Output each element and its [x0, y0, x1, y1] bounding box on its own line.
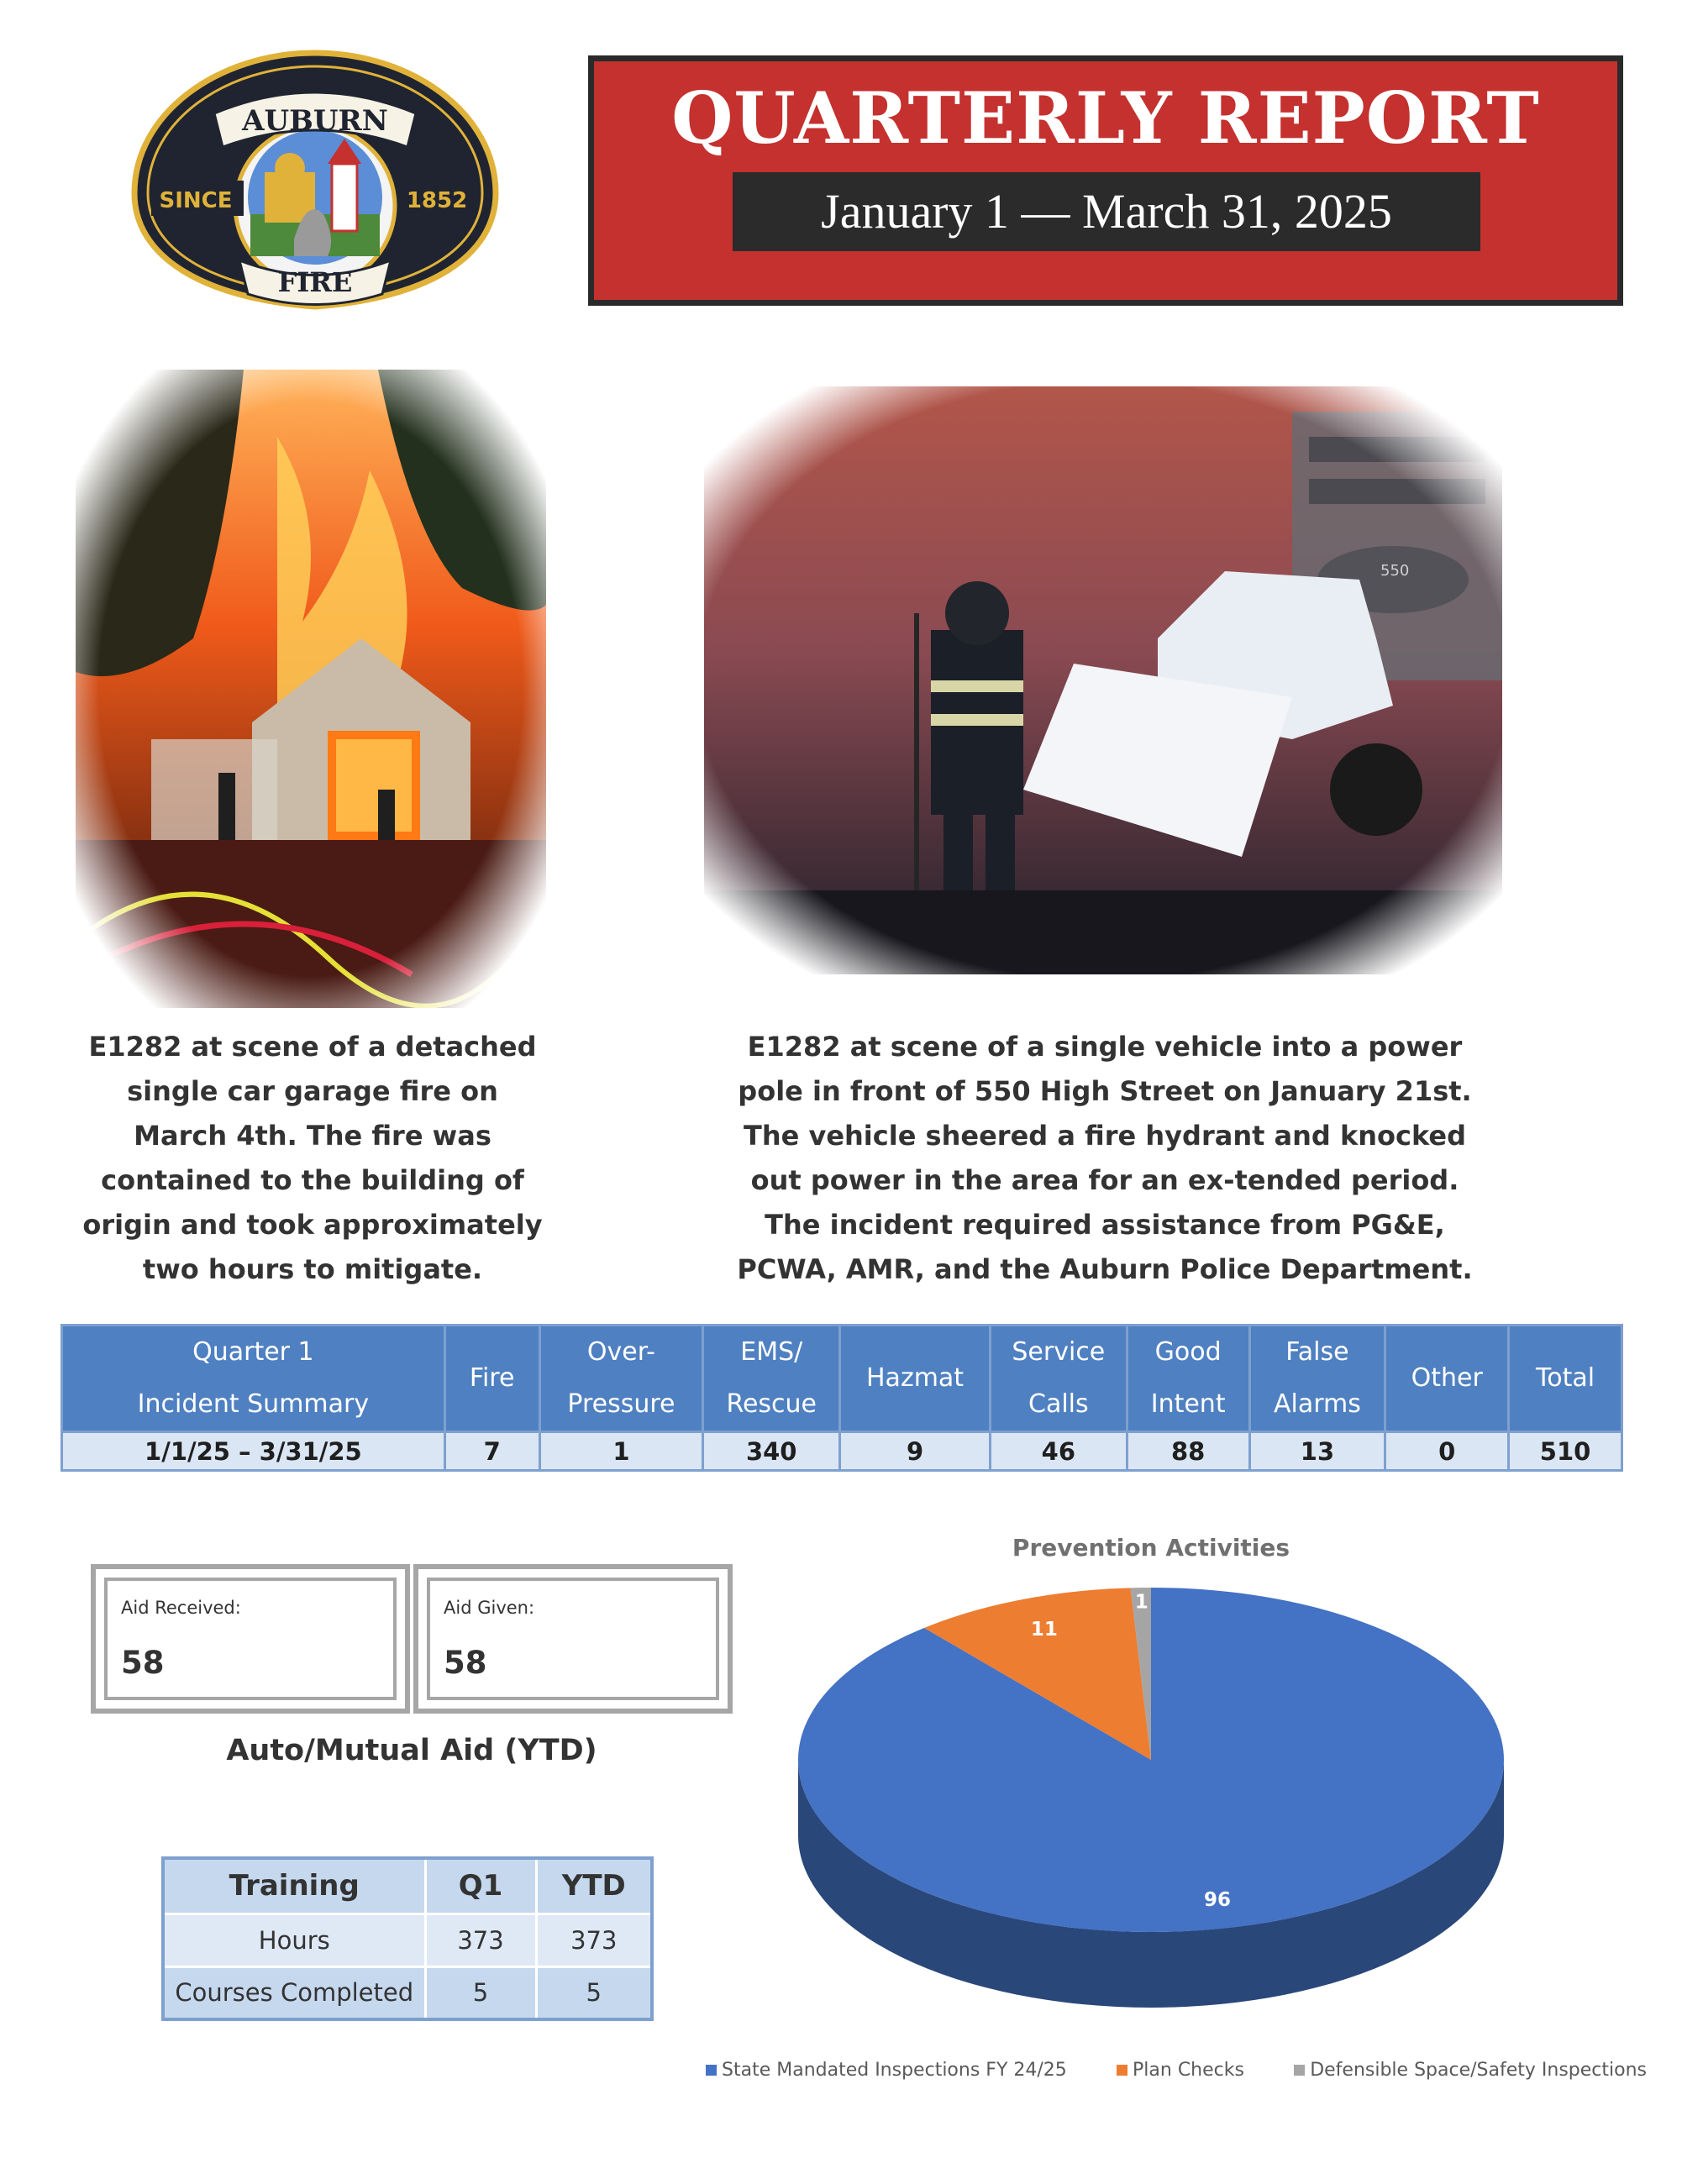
- legend-swatch: [1117, 2065, 1127, 2076]
- chart-title: Prevention Activities: [1012, 1534, 1290, 1562]
- page-title: QUARTERLY REPORT: [671, 76, 1540, 160]
- logo-top-text: AUBURN: [242, 104, 388, 138]
- aid-given-inner-border: [427, 1578, 719, 1700]
- cell-total: 510: [1509, 1432, 1622, 1471]
- header-overpressure-line1: Over-: [586, 1337, 655, 1367]
- aid-given-box: [413, 1564, 733, 1714]
- legend-label: Plan Checks: [1133, 2060, 1244, 2081]
- cell-overpressure: 1: [539, 1432, 703, 1471]
- date-range: January 1 — March 31, 2025: [733, 172, 1480, 251]
- header-total: Total: [1509, 1326, 1622, 1432]
- training-row-label: Courses Completed: [163, 1966, 425, 2019]
- table-row: [163, 1914, 652, 1966]
- training-row-ytd: 5: [536, 1966, 652, 2019]
- logo-left-text: SINCE: [159, 188, 233, 213]
- header-good-line1: Good: [1154, 1337, 1222, 1367]
- header-other: Other: [1385, 1326, 1509, 1432]
- header-service-line2: Calls: [1028, 1389, 1089, 1419]
- aid-given-label: Aid Given:: [444, 1598, 535, 1618]
- header-ems-line2: Rescue: [726, 1389, 817, 1419]
- aid-received-box: [91, 1564, 410, 1714]
- garage-fire-photo: [76, 370, 546, 1008]
- header-false-alarms: [1249, 1326, 1385, 1432]
- legend-item: [1294, 2060, 1647, 2081]
- header-false-line1: False: [1285, 1337, 1349, 1367]
- aid-caption: Auto/Mutual Aid (YTD): [226, 1734, 597, 1767]
- cell-fire: 7: [444, 1432, 539, 1471]
- legend-label: Defensible Space/Safety Inspections: [1310, 2060, 1647, 2081]
- cell-service-calls: 46: [990, 1432, 1127, 1471]
- pie-data-label: 1: [1134, 1591, 1148, 1614]
- training-header-ytd: YTD: [536, 1858, 652, 1914]
- cell-hazmat: 9: [840, 1432, 991, 1471]
- header-summary-line1: Quarter 1: [192, 1337, 314, 1367]
- header-hazmat: Hazmat: [840, 1326, 991, 1432]
- cell-good-intent: 88: [1127, 1432, 1249, 1471]
- header-ems: [703, 1326, 840, 1432]
- pie-data-label: 11: [1030, 1618, 1058, 1641]
- table-row: [62, 1432, 1622, 1471]
- training-table: [161, 1856, 654, 2021]
- header-service-line1: Service: [1012, 1337, 1106, 1367]
- legend-item: [1117, 2060, 1244, 2081]
- logo-right-text: 1852: [406, 188, 468, 213]
- training-row-q1: 373: [425, 1914, 536, 1966]
- header-overpressure-line2: Pressure: [567, 1389, 675, 1419]
- legend-swatch: [1294, 2065, 1305, 2076]
- header-summary-line2: Incident Summary: [137, 1389, 370, 1419]
- training-row-ytd: 373: [536, 1914, 652, 1966]
- legend-label: State Mandated Inspections FY 24/25: [722, 2060, 1067, 2081]
- auburn-fire-logo: [126, 46, 504, 315]
- legend-swatch: [706, 2065, 717, 2076]
- training-header-row: [163, 1858, 652, 1914]
- header-good-line2: Intent: [1150, 1389, 1226, 1419]
- header-summary: [62, 1326, 445, 1432]
- aid-received-value: 58: [121, 1645, 165, 1681]
- left-photo-caption: E1282 at scene of a detached single car garage fire on March 4th. The fire was contained to the building of origin and took approximately two hours to mitigate.: [82, 1031, 543, 1285]
- training-row-label: Hours: [163, 1914, 425, 1966]
- legend-item: [706, 2060, 1067, 2081]
- aid-received-inner-border: [104, 1578, 397, 1700]
- cell-period: 1/1/25 – 3/31/25: [62, 1432, 445, 1471]
- prevention-pie-chart: [781, 1579, 1521, 2033]
- logo-bottom-text: FIRE: [277, 266, 353, 298]
- training-header-q1: Q1: [425, 1858, 536, 1914]
- pie-data-label: 96: [1203, 1888, 1232, 1911]
- right-photo-caption: E1282 at scene of a single vehicle into a power pole in front of 550 High Street on January 21st. The vehicle sheered a fire hydrant and knocked out power in the area for an ex-tended period. The incident required assistance from PG&E, PCWA, AMR, and the Auburn Police Department.: [737, 1031, 1473, 1285]
- training-header-label: Training: [163, 1858, 425, 1914]
- header-overpressure: [539, 1326, 703, 1432]
- table-header-row: [62, 1326, 1622, 1432]
- incident-summary-table: [60, 1324, 1623, 1472]
- cell-ems: 340: [703, 1432, 840, 1471]
- header-fire: Fire: [444, 1326, 539, 1432]
- header-good-intent: [1127, 1326, 1249, 1432]
- table-row: [163, 1966, 652, 2019]
- training-row-q1: 5: [425, 1966, 536, 2019]
- cell-false-alarms: 13: [1249, 1432, 1385, 1471]
- chart-legend: [706, 2060, 1647, 2081]
- report-header: [588, 55, 1623, 306]
- header-false-line2: Alarms: [1274, 1389, 1361, 1419]
- cell-other: 0: [1385, 1432, 1509, 1471]
- vehicle-accident-photo: [704, 386, 1502, 974]
- aid-given-value: 58: [444, 1645, 487, 1681]
- aid-received-label: Aid Received:: [121, 1598, 241, 1618]
- header-service-calls: [990, 1326, 1127, 1432]
- header-ems-line1: EMS/: [740, 1337, 803, 1367]
